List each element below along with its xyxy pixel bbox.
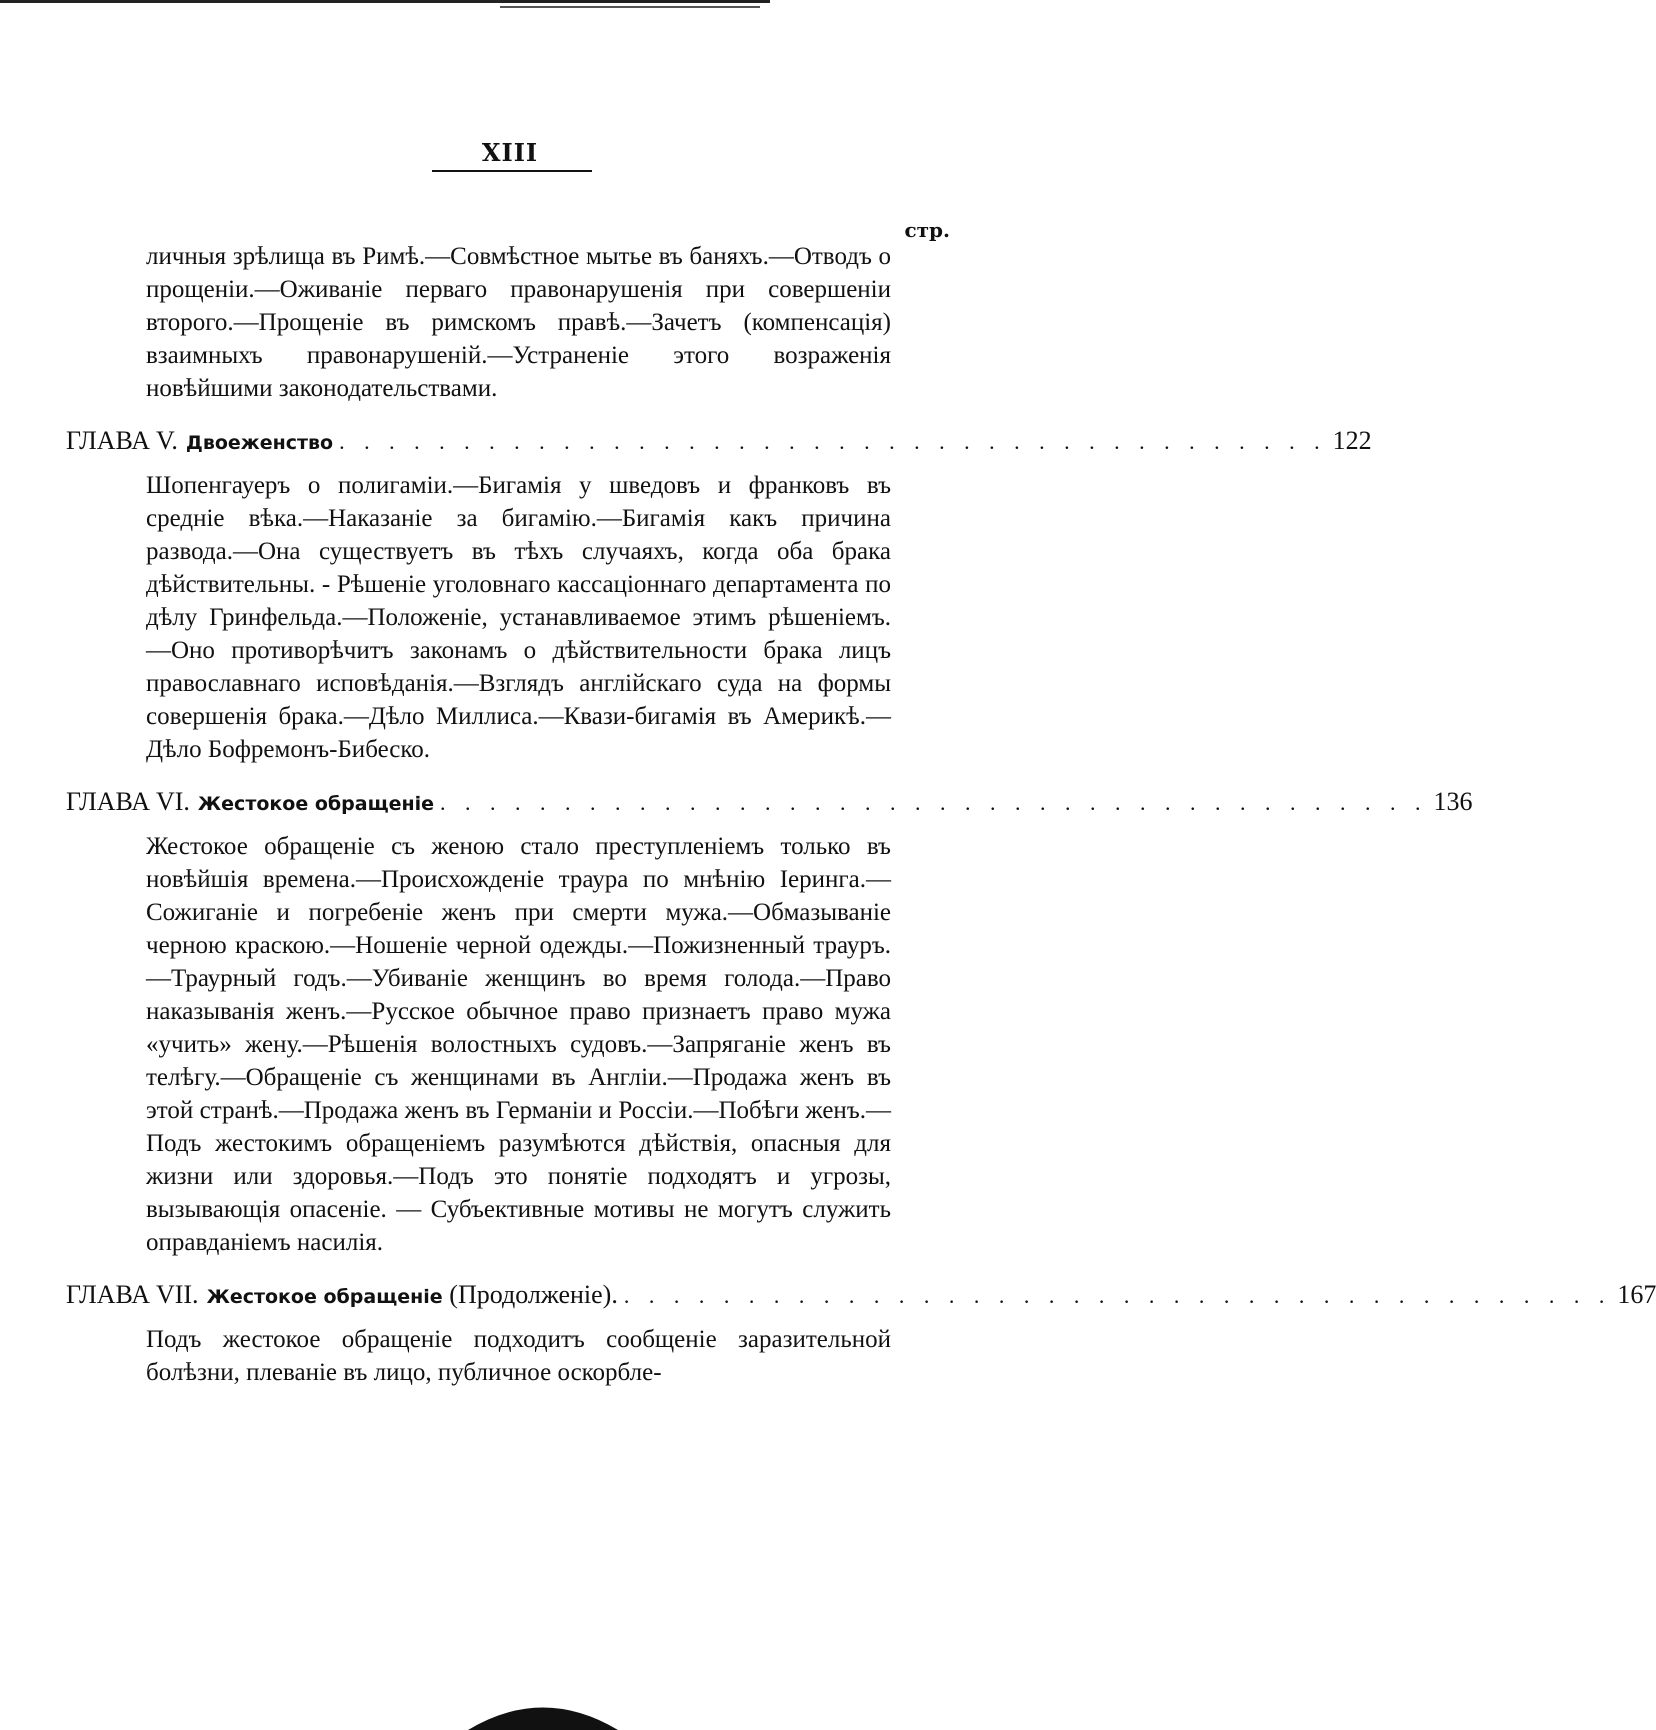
intro-paragraph: личныя зрѣлища въ Римѣ.—Совмѣстное мытье въ баняхъ.—Отводъ о прощеніи.—Оживаніе перваго правонарушенія при совершеніи второго.—Прощеніе въ римскомъ правѣ.—Зачетъ (компенсація) взаимныхъ правонарушеній.—Устраненіе этого возраженія новѣйшими законодательствами. (146, 243, 891, 402)
chapter-summary: Шопенгауеръ о полигаміи.—Бигамія у шведовъ и франковъ въ средніе вѣка.—Наказаніе за бигамію.—Бигамія какъ причина развода.—Она существуетъ въ тѣхъ случаяхъ, когда оба брака дѣйствительны. - Рѣшеніе уголовнаго кассаціоннаго департамента по дѣлу Гринфельда.—Положеніе, устанавливаемое этимъ рѣшеніемъ.—Оно противорѣчитъ законамъ о дѣйствительности брака лицъ православнаго исповѣданія.—Взглядъ англійскаго суда на формы совершенія брака.—Дѣло Миллиса.—Квази-бигамія въ Америкѣ.—Дѣло Бофремонъ-Бибеско. (146, 472, 891, 763)
chapter-heading-v (66, 425, 1372, 459)
chapter-title: Жестокое обращеніе (Продолженіе). (206, 1280, 618, 1309)
chapter-label: ГЛАВА V. (66, 426, 178, 455)
chapter-number: VI. (155, 787, 190, 816)
chapter-label: ГЛАВА VII. (66, 1280, 199, 1309)
leader-dots: . . . . . . . . . . . . . . . . . . . . . . . . . . . . . . . . . . . . . . . . (623, 1283, 1612, 1308)
chapter-title: Двоеженство (185, 432, 334, 454)
chapter-summary: Подъ жестокое обращеніе подходитъ сообщеніе заразительной болѣзни, плеваніе въ лицо, публичное оскорбле- (146, 1326, 891, 1386)
leader-dots: . . . . . . . . . . . . . . . . . . . . . . . . . . . . . . . . . . . . . . . . (339, 429, 1327, 454)
ornament-icon (468, 1690, 618, 1730)
chapter-summary: Жестокое обращеніе съ женою стало преступленіемъ только въ новѣйшія времена.—Происхожденіе траура по мнѣнію Іеринга.—Сожиганіе и погребеніе женъ при смерти мужа.—Обмазываніе черною краскою.—Ношеніе черной одежды.—Пожизненный трауръ.—Траурный годъ.—Убиваніе женщинъ во время голода.—Право наказыванія женъ.—Русское обычное право признаетъ право мужа «учить» жену.—Рѣшенія волостныхъ судовъ.—Запряганіе женъ въ телѣгу.—Обращеніе съ женщинами въ Англіи.—Продажа женъ въ этой странѣ.—Продажа женъ въ Германіи и Россіи.—Побѣги женъ.—Подъ жестокимъ обращеніемъ разумѣются дѣйствія, опасныя для жизни или здоровья.—Подъ это понятіе подходятъ и угрозы, вызывающія опасеніе. — Субъективные мотивы не могутъ служить оправданіемъ насилія. (146, 833, 891, 1256)
chapter-number: V. (155, 426, 178, 455)
page-number: XIII (481, 138, 539, 167)
leader-dots: . . . . . . . . . . . . . . . . . . . . . . . . . . . . . . . . . . . . . . . . (440, 790, 1428, 815)
chapter-subtitle: (Продолженіе). (449, 1280, 618, 1309)
chapter-title: Жестокое обращеніе (197, 793, 434, 815)
chapter-heading-vi (66, 786, 1473, 820)
chapter-heading-vii (66, 1279, 1656, 1313)
top-border-rule (0, 0, 770, 3)
chapter-page: 167 (1617, 1280, 1656, 1309)
chapter-number: VII. (155, 1280, 199, 1309)
top-border-rule-secondary (500, 6, 760, 8)
page-column-label: стр. (904, 218, 950, 242)
page-number-rule (432, 170, 592, 172)
chapter-label: ГЛАВА VI. (66, 787, 190, 816)
chapter-page: 122 (1332, 426, 1372, 455)
toc-content (66, 240, 1656, 1389)
chapter-page: 136 (1433, 787, 1473, 816)
